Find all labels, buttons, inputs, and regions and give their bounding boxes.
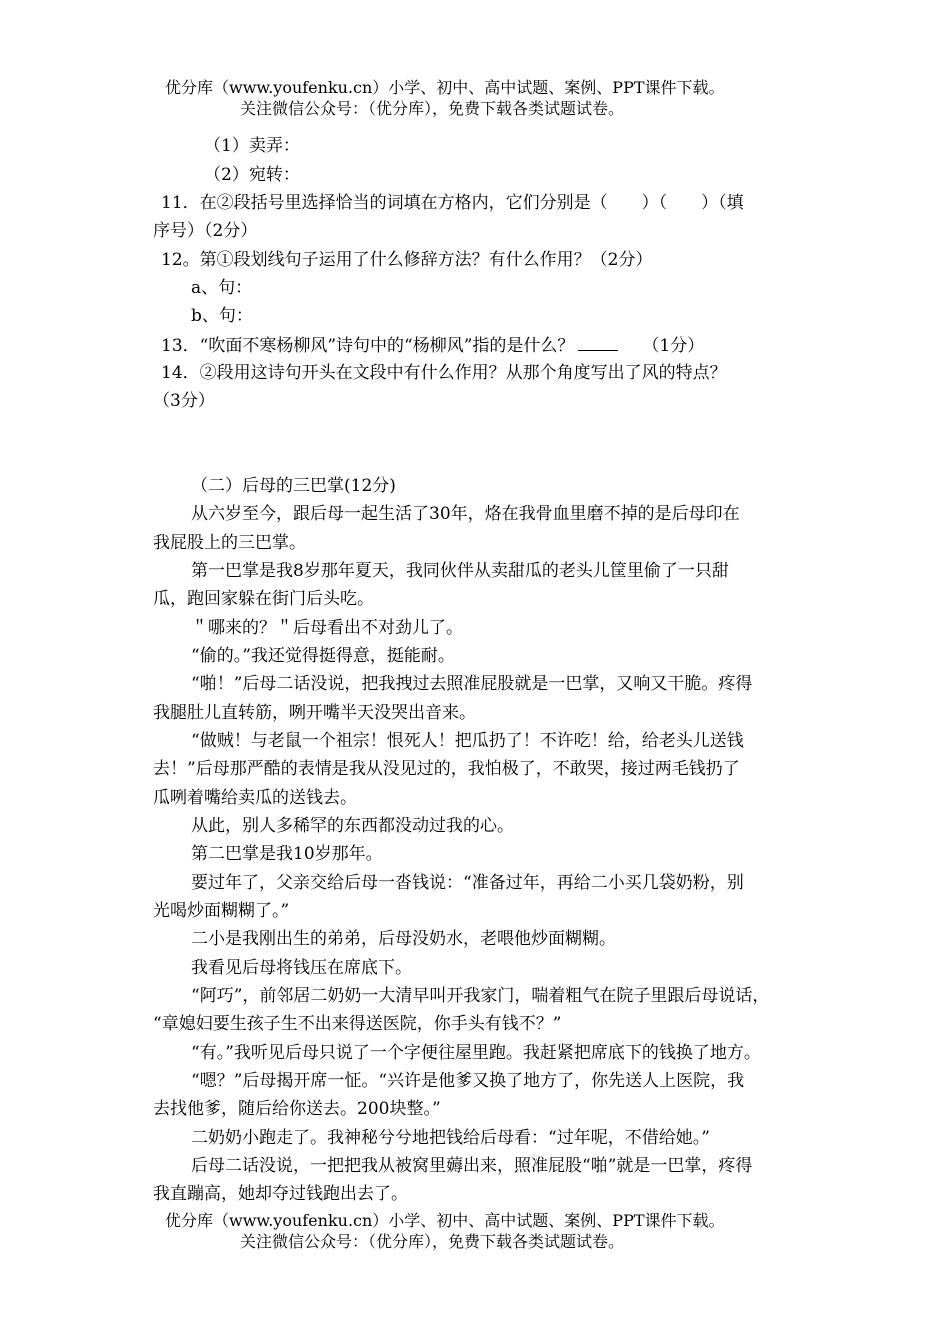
passage-line: 二奶奶小跑走了。我神秘兮兮地把钱给后母看：“过年呢，不借给她。”	[191, 1128, 710, 1148]
footer-line-2: 关注微信公众号：（优分库），免费下载各类试题试卷。	[240, 1232, 625, 1251]
header-line-1: 优分库（www.youfenku.cn）小学、初中、高中试题、案例、PPT课件下载。	[165, 78, 725, 97]
passage-line: 从此，别人多稀罕的东西都没动过我的心。	[191, 816, 514, 836]
question-13-score: （1分）	[642, 336, 705, 356]
question-12-a: a、句：	[191, 278, 253, 298]
question-14-line-1: 14．②段用这诗句开头在文段中有什么作用？从那个角度写出了风的特点？	[161, 363, 727, 383]
passage-line: “章媳妇要生孩子生不出来得送医院，你手头有钱不？”	[153, 1014, 562, 1034]
question-14-line-2: （3分）	[153, 391, 215, 411]
question-10-2: （2）宛转：	[204, 165, 300, 185]
passage-line: 去找他爹，随后给你送去。200块整。”	[153, 1099, 441, 1119]
passage-line: 要过年了，父亲交给后母一沓钱说：“准备过年，再给二小买几袋奶粉，别	[191, 873, 744, 893]
question-11-line-1: 11．在②段括号里选择恰当的词填在方格内，它们分别是（ ）（ ）（填	[161, 193, 744, 213]
passage-line: 瓜咧着嘴给卖瓜的送钱去。	[153, 788, 357, 808]
passage-line: 我直蹦高，她却夺过钱跑出去了。	[153, 1184, 408, 1204]
answer-blank	[578, 334, 618, 351]
passage-line: ＂哪来的？＂后母看出不对劲儿了。	[191, 618, 463, 638]
passage-line: 去！”后母那严酷的表情是我从没见过的，我怕极了，不敢哭，接过两毛钱扔了	[153, 759, 740, 779]
passage-line: 我屁股上的三巴掌。	[153, 533, 306, 553]
question-13	[161, 334, 704, 356]
passage-line: 我看见后母将钱压在席底下。	[191, 958, 412, 978]
passage-line: 第二巴掌是我10岁那年。	[191, 844, 383, 864]
passage-line: 瓜，跑回家躲在街门后头吃。	[153, 589, 374, 609]
header-line-2: 关注微信公众号：（优分库），免费下载各类试题试卷。	[240, 99, 625, 118]
passage-line: “做贼！与老鼠一个祖宗！恨死人！把瓜扔了！不许吃！给，给老头儿送钱	[191, 731, 744, 751]
passage-line: “阿巧”，前邻居二奶奶一大清早叫开我家门，喘着粗气在院子里跟后母说话，	[191, 986, 770, 1006]
passage-line: “啪！”后母二话没说，把我拽过去照准屁股就是一巴掌，又响又干脆。疼得	[191, 674, 753, 694]
passage-line: 后母二话没说，一把把我从被窝里薅出来，照准屁股“啪”就是一巴掌，疼得	[191, 1156, 753, 1176]
passage-line: 二小是我刚出生的弟弟，后母没奶水，老喂他炒面糊糊。	[191, 929, 616, 949]
passage-line: “偷的。”我还觉得挺得意，挺能耐。	[191, 646, 455, 666]
question-12-b: b、句：	[191, 306, 253, 326]
footer-line-1: 优分库（www.youfenku.cn）小学、初中、高中试题、案例、PPT课件下载。	[165, 1211, 725, 1230]
passage-title: （二）后母的三巴掌(12分)	[191, 476, 396, 496]
passage-line: 我腿肚儿直转筋，咧开嘴半天没哭出音来。	[153, 703, 476, 723]
question-12: 12。第①段划线句子运用了什么修辞方法？有什么作用？（2分）	[161, 250, 653, 270]
question-13-text: 13．“吹面不寒杨柳风”诗句中的“杨柳风”指的是什么？	[161, 336, 575, 356]
passage-line: 从六岁至今，跟后母一起生活了30年，烙在我骨血里磨不掉的是后母印在	[191, 504, 740, 524]
question-11-line-2: 序号）（2分）	[153, 221, 258, 241]
passage-line: “嗯？”后母揭开席一怔。“兴许是他爹又换了地方了，你先送人上医院，我	[191, 1071, 745, 1091]
passage-line: “有。”我听见后母只说了一个字便往屋里跑。我赶紧把席底下的钱换了地方。	[191, 1043, 761, 1063]
question-10-1: （1）卖弄：	[204, 136, 300, 156]
passage-line: 光喝炒面糊糊了。”	[153, 901, 290, 921]
passage-line: 第一巴掌是我8岁那年夏天，我同伙伴从卖甜瓜的老头儿筐里偷了一只甜	[191, 561, 729, 581]
